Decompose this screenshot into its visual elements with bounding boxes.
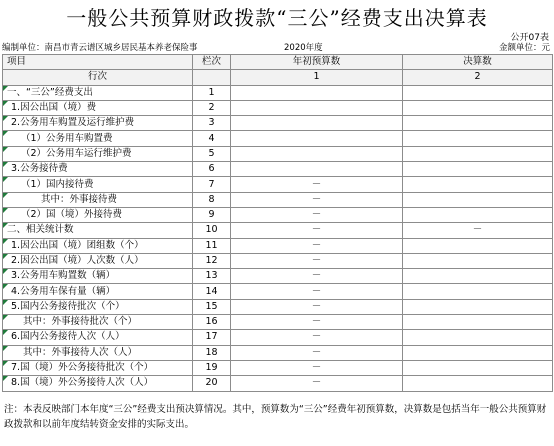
row-number: 2 bbox=[193, 100, 231, 115]
row-budget: － bbox=[231, 223, 403, 238]
subheader-budget: 1 bbox=[231, 70, 403, 85]
row-final bbox=[403, 299, 553, 314]
row-budget: － bbox=[231, 315, 403, 330]
header-budget: 年初预算数 bbox=[231, 55, 403, 70]
row-budget: － bbox=[231, 192, 403, 207]
row-number: 11 bbox=[193, 238, 231, 253]
row-budget: － bbox=[231, 207, 403, 222]
row-number: 13 bbox=[193, 269, 231, 284]
row-budget bbox=[231, 116, 403, 131]
row-name: 3.公务接待费 bbox=[3, 162, 193, 177]
row-name: 5.国内公务接待批次（个） bbox=[3, 299, 193, 314]
row-name: （2）公务用车运行维护费 bbox=[3, 146, 193, 161]
amount-unit-label: 金额单位：元 bbox=[498, 43, 550, 53]
table-row bbox=[3, 223, 553, 238]
row-budget bbox=[231, 85, 403, 100]
row-name: 6.国内公务接待人次（人） bbox=[3, 330, 193, 345]
row-final bbox=[403, 116, 553, 131]
row-name: 一、“三公”经费支出 bbox=[3, 85, 193, 100]
subheader-final: 2 bbox=[403, 70, 553, 85]
table-row bbox=[3, 376, 553, 391]
footnote: 注：本表反映部门本年度“三公”经费支出预决算情况。其中，预算数为“三公”经费年初预算数，决算数是包括当年一般公共预算财政拨款和以前年度结转资金安排的实际支出。 bbox=[4, 404, 547, 430]
row-budget: － bbox=[231, 330, 403, 345]
row-name: 3.公务用车购置数（辆） bbox=[3, 269, 193, 284]
row-budget: － bbox=[231, 238, 403, 253]
row-final bbox=[403, 238, 553, 253]
row-final bbox=[403, 100, 553, 115]
row-final bbox=[403, 376, 553, 391]
row-number: 3 bbox=[193, 116, 231, 131]
row-budget bbox=[231, 131, 403, 146]
row-final: － bbox=[403, 223, 553, 238]
table-row bbox=[3, 315, 553, 330]
row-budget: － bbox=[231, 345, 403, 360]
row-name: 7.国（境）外公务接待批次（个） bbox=[3, 360, 193, 375]
row-final bbox=[403, 269, 553, 284]
row-budget: － bbox=[231, 360, 403, 375]
table-row bbox=[3, 345, 553, 360]
table-row bbox=[3, 207, 553, 222]
row-budget bbox=[231, 146, 403, 161]
row-final bbox=[403, 162, 553, 177]
row-final bbox=[403, 330, 553, 345]
row-number: 5 bbox=[193, 146, 231, 161]
row-name: 8.国（境）外公务接待人次（人） bbox=[3, 376, 193, 391]
table-row bbox=[3, 100, 553, 115]
row-name: （2）国（境）外接待费 bbox=[3, 207, 193, 222]
table-row bbox=[3, 146, 553, 161]
row-budget: － bbox=[231, 299, 403, 314]
row-number: 12 bbox=[193, 253, 231, 268]
row-number: 4 bbox=[193, 131, 231, 146]
table-row bbox=[3, 253, 553, 268]
row-final bbox=[403, 360, 553, 375]
table-row bbox=[3, 284, 553, 299]
row-name: （1）公务用车购置费 bbox=[3, 131, 193, 146]
row-name: 1.因公出国（境）团组数（个） bbox=[3, 238, 193, 253]
row-name: 二、相关统计数 bbox=[3, 223, 193, 238]
row-number: 18 bbox=[193, 345, 231, 360]
row-name: 4.公务用车保有量（辆） bbox=[3, 284, 193, 299]
row-final bbox=[403, 207, 553, 222]
row-budget bbox=[231, 100, 403, 115]
row-number: 9 bbox=[193, 207, 231, 222]
row-final bbox=[403, 315, 553, 330]
row-name: 1.因公出国（境）费 bbox=[3, 100, 193, 115]
unit-label: 编制单位：南昌市青云谱区城乡居民基本养老保险事 bbox=[2, 43, 198, 53]
header-item: 项目 bbox=[3, 55, 193, 70]
table-row bbox=[3, 299, 553, 314]
meta-row bbox=[2, 41, 552, 53]
page-title: 一般公共预算财政拨款“三公”经费支出决算表 bbox=[66, 6, 488, 30]
table-row bbox=[3, 330, 553, 345]
table-row bbox=[3, 116, 553, 131]
subheader-label: 行次 bbox=[3, 70, 193, 85]
row-final bbox=[403, 192, 553, 207]
row-final bbox=[403, 345, 553, 360]
row-budget: － bbox=[231, 177, 403, 192]
row-name: （1）国内接待费 bbox=[3, 177, 193, 192]
row-final bbox=[403, 177, 553, 192]
table-row bbox=[3, 162, 553, 177]
row-budget: － bbox=[231, 376, 403, 391]
row-number: 10 bbox=[193, 223, 231, 238]
row-budget: － bbox=[231, 253, 403, 268]
row-name: 其中：外事接待费 bbox=[3, 192, 193, 207]
table-row bbox=[3, 177, 553, 192]
row-number: 20 bbox=[193, 376, 231, 391]
table-row bbox=[3, 192, 553, 207]
row-number: 15 bbox=[193, 299, 231, 314]
row-number: 8 bbox=[193, 192, 231, 207]
year-label: 2020年度 bbox=[284, 43, 323, 53]
row-name: 2.因公出国（境）人次数（人） bbox=[3, 253, 193, 268]
header-final: 决算数 bbox=[403, 55, 553, 70]
header-col: 栏次 bbox=[193, 55, 231, 70]
row-number: 19 bbox=[193, 360, 231, 375]
row-name: 其中：外事接待人次（人） bbox=[3, 345, 193, 360]
row-final bbox=[403, 85, 553, 100]
table-row bbox=[3, 269, 553, 284]
table-row bbox=[3, 85, 553, 100]
row-final bbox=[403, 253, 553, 268]
subheader-row bbox=[3, 70, 553, 85]
row-number: 6 bbox=[193, 162, 231, 177]
row-name: 其中：外事接待批次（个） bbox=[3, 315, 193, 330]
expenditure-table bbox=[2, 54, 553, 392]
row-number: 7 bbox=[193, 177, 231, 192]
row-budget bbox=[231, 162, 403, 177]
row-final bbox=[403, 284, 553, 299]
row-budget: － bbox=[231, 284, 403, 299]
row-number: 14 bbox=[193, 284, 231, 299]
row-name: 2.公务用车购置及运行维护费 bbox=[3, 116, 193, 131]
row-final bbox=[403, 131, 553, 146]
header-row bbox=[3, 55, 553, 70]
row-budget: － bbox=[231, 269, 403, 284]
row-number: 17 bbox=[193, 330, 231, 345]
table-row bbox=[3, 131, 553, 146]
row-number: 1 bbox=[193, 85, 231, 100]
row-final bbox=[403, 146, 553, 161]
table-row bbox=[3, 360, 553, 375]
subheader-col bbox=[193, 70, 231, 85]
row-number: 16 bbox=[193, 315, 231, 330]
table-row bbox=[3, 238, 553, 253]
form-code: 公开07表 bbox=[510, 33, 549, 43]
